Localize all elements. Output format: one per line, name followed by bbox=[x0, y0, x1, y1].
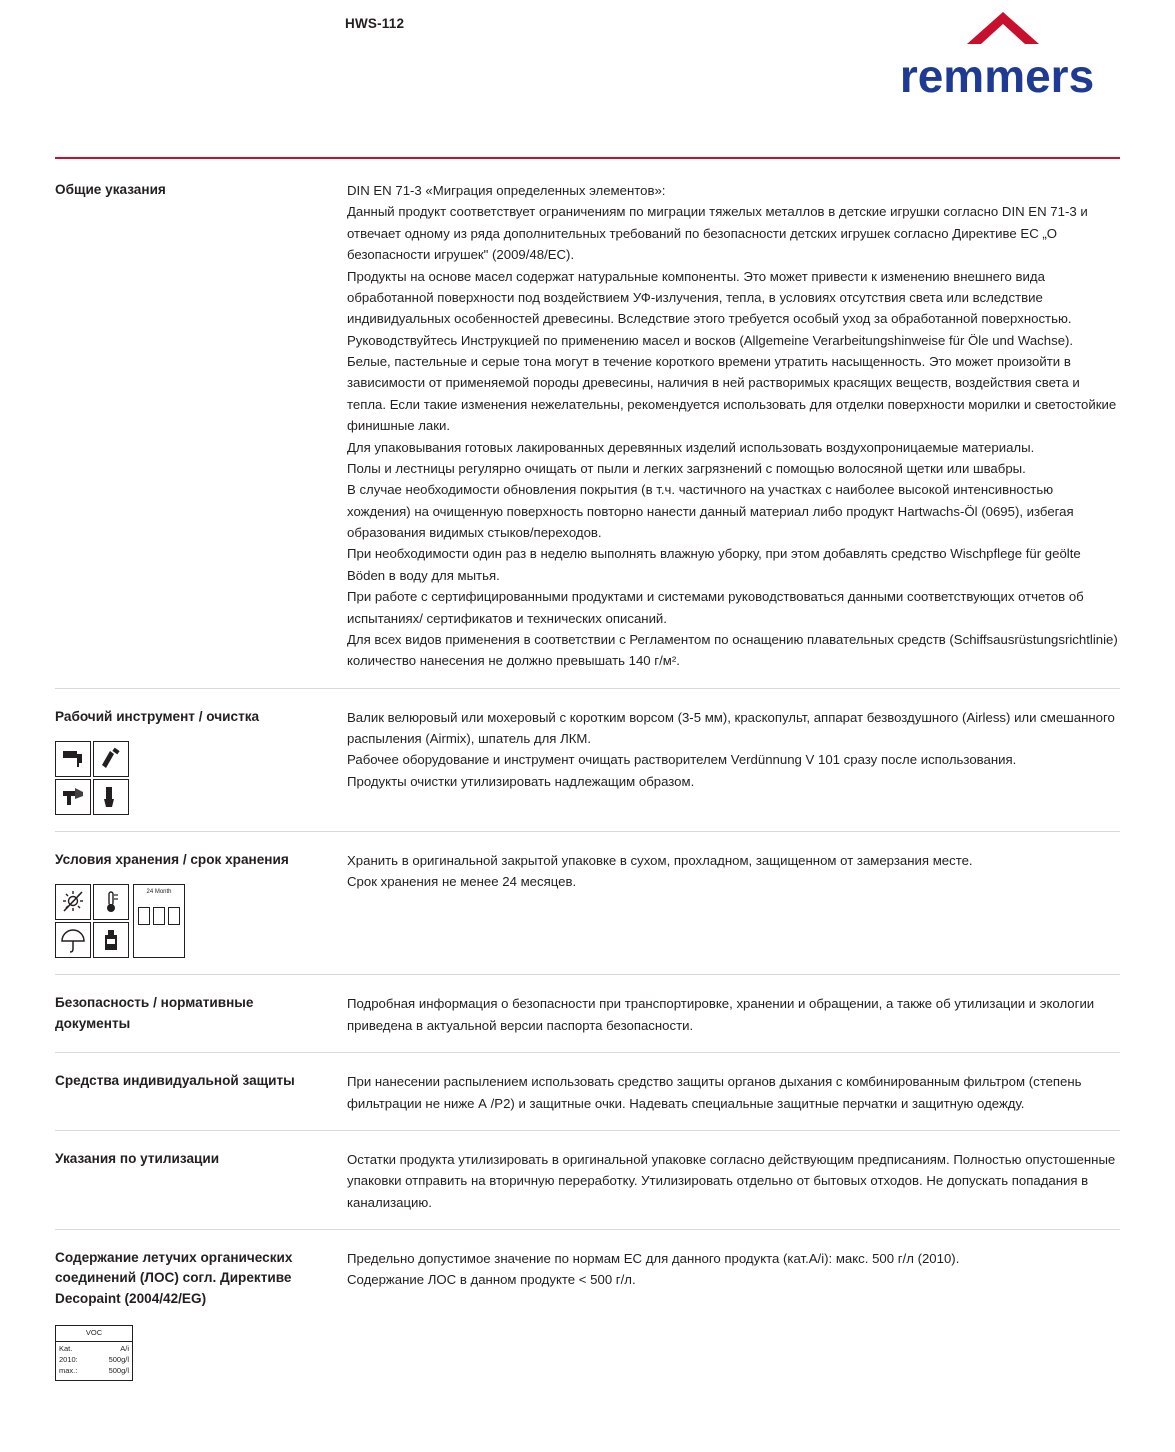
page-header bbox=[0, 0, 1175, 130]
paragraph: Полы и лестницы регулярно очищать от пыли и легких загрязнений с помощью волосяной щетки или швабры. bbox=[347, 460, 1026, 476]
paragraph: Содержание ЛОС в данном продукте < 500 г/л. bbox=[347, 1272, 636, 1288]
paragraph: В случае необходимости обновления покрытия (в т.ч. частичного на участках с наиболее высокой интенсивностью хождения) на очищенную поверхность повторно нанести данный материал либо продукт Hartwachs-Öl (0695), избегая образования видимых стыков/переходов. bbox=[347, 482, 1074, 540]
section-body-cell bbox=[345, 1248, 1120, 1381]
voc-max-label: max.: bbox=[59, 1365, 78, 1375]
section-label: Рабочий инструмент / очистка bbox=[55, 708, 260, 724]
spatula-icon bbox=[93, 741, 129, 777]
section-label: Общие указания bbox=[55, 182, 166, 197]
thermometer-icon bbox=[93, 884, 129, 920]
section-body-cell bbox=[345, 707, 1120, 815]
section-label: Условия хранения / срок хранения bbox=[55, 852, 289, 868]
pictogram-group-storage bbox=[55, 884, 329, 958]
month-box bbox=[168, 907, 180, 925]
section-voc bbox=[55, 1229, 1120, 1397]
section-safety bbox=[55, 974, 1120, 1052]
paragraph: Рабочее оборудование и инструмент очищать растворителем Verdünnung V 101 сразу после использования. bbox=[347, 752, 1017, 768]
paragraph: DIN EN 71-3 «Миграция определенных элементов»: bbox=[347, 183, 666, 198]
brush-icon bbox=[93, 779, 129, 815]
paragraph: При нанесении распылением использовать средство защиты органов дыхания с комбинированным фильтром (степень фильтрации не ниже А /Р2) и защитные очки. Надевать специальные защитные перчатки и защитную одежду. bbox=[347, 1074, 1082, 1111]
month-box bbox=[153, 907, 165, 925]
section-body-cell bbox=[345, 180, 1120, 672]
shelf-life-24-months-icon bbox=[133, 884, 185, 958]
paragraph: Продукты очистки утилизировать надлежащим образом. bbox=[347, 773, 695, 789]
voc-max-value: 500g/l bbox=[108, 1365, 129, 1375]
paragraph: Валик велюровый или мохеровый с коротким ворсом (3-5 мм), краскопульт, аппарат безвоздушного (Airless) или смешанного распыления (Airmix), шпатель для ЛКМ. bbox=[347, 709, 1115, 746]
section-label: Содержание летучих органических соединений (ЛОС) согл. Директиве Decopaint (2004/42/EG) bbox=[55, 1250, 293, 1306]
spray-gun-icon bbox=[55, 779, 91, 815]
voc-title: VOC bbox=[56, 1326, 132, 1342]
paragraph: Подробная информация о безопасности при транспортировке, хранении и обращении, а также об утилизации и экологии приведена в актуальной версии паспорта безопасности. bbox=[347, 996, 1095, 1033]
paragraph: Срок хранения не менее 24 месяцев. bbox=[347, 874, 577, 890]
section-label-cell bbox=[55, 1149, 345, 1213]
section-tools-cleaning bbox=[55, 688, 1120, 831]
section-label: Безопасность / нормативные документы bbox=[55, 995, 254, 1031]
document-code: HWS-112 bbox=[345, 16, 405, 31]
keep-dry-umbrella-icon bbox=[55, 922, 91, 958]
paragraph: При необходимости один раз в неделю выполнять влажную уборку, при этом добавлять средство Wischpflege für geölte Böden в воду для мытья. bbox=[347, 546, 1081, 583]
section-label-cell bbox=[55, 707, 345, 815]
section-body-cell bbox=[345, 1149, 1120, 1213]
section-body-cell bbox=[345, 993, 1120, 1036]
no-sunlight-icon bbox=[55, 884, 91, 920]
section-storage bbox=[55, 831, 1120, 974]
content-table bbox=[55, 160, 1120, 1397]
paragraph: Для всех видов применения в соответствии с Регламентом по оснащению плавательных средств (Schiffsausrüstungsrichtlinie) количество нанесения не должно превышать 140 г/м². bbox=[347, 631, 1118, 669]
section-label-cell bbox=[55, 850, 345, 958]
paragraph: Для упаковывания готовых лакированных деревянных изделий использовать воздухопроницаемые материалы. bbox=[347, 439, 1035, 455]
section-body-cell bbox=[345, 1071, 1120, 1114]
section-label-cell bbox=[55, 993, 345, 1036]
svg-text:remmers: remmers bbox=[899, 50, 1095, 102]
shelf-life-label: 24 Month bbox=[146, 889, 172, 896]
voc-year-value: 500g/l bbox=[108, 1354, 129, 1364]
voc-kat-value: A/i bbox=[120, 1344, 129, 1354]
section-label: Указания по утилизации bbox=[55, 1150, 220, 1166]
header-divider bbox=[55, 157, 1120, 159]
section-disposal bbox=[55, 1130, 1120, 1229]
section-label-cell bbox=[55, 1071, 345, 1114]
remmers-logo bbox=[875, 8, 1120, 103]
section-body-cell bbox=[345, 850, 1120, 958]
paragraph: Предельно допустимое значение по нормам ЕС для данного продукта (кат.A/i): макс. 500 г/л (2010). bbox=[347, 1251, 960, 1267]
paragraph: Данный продукт соответствует ограничениям по миграции тяжелых металлов в детские игрушки согласно DIN EN 71-3 и отвечает одному из ряда дополнительных требований по безопасности детских игрушек согласно Директиве ЕС „О безопасности игрушек" (2009/48/EC). bbox=[347, 204, 1088, 263]
paragraph: При работе с сертифицированными продуктами и системами руководствоваться данными соответствующих отчетов об испытаниях/ сертификатов и технических описаний. bbox=[347, 589, 1084, 626]
closed-container-icon bbox=[93, 922, 129, 958]
pictogram-group-tools bbox=[55, 741, 329, 815]
paragraph: Остатки продукта утилизировать в оригинальной упаковке согласно действующим предписаниям. Полностью опустошенные упаковки отправить на вторичную переработку. Утилизировать отдельно от бытовых отходов. Не допускать попадания в канализацию. bbox=[347, 1151, 1116, 1210]
voc-kat-label: Kat. bbox=[59, 1344, 73, 1354]
section-label-cell bbox=[55, 1248, 345, 1381]
section-ppe bbox=[55, 1052, 1120, 1130]
month-box bbox=[138, 907, 150, 925]
paragraph: Продукты на основе масел содержат натуральные компоненты. Это может привести к изменению внешнего вида обработанной поверхности под воздействием УФ-излучения, тепла, в условиях отсутствия света или вследствие индивидуальных особенностей древесины. Вследствие этого требуется особый уход за обработанной поверхностью. Руководствуйтесь Инструкцией по применению масел и восков (Allgemeine Verarbeitungshinweise für Öle und Wachse). Белые, пастельные и серые тона могут в течение короткого времени утратить насыщенность. Это может произойти в зависимости от применяемой породы древесины, наличия в ней растворимых красящих веществ, воздействия света и тепла. Если такие изменения нежелательны, рекомендуется использовать для отделки поверхности морилки и светостойкие финишные лаки. bbox=[347, 268, 1117, 434]
voc-badge bbox=[55, 1325, 133, 1381]
section-label-cell bbox=[55, 180, 345, 672]
voc-year-label: 2010: bbox=[59, 1354, 78, 1364]
section-label: Средства индивидуальной защиты bbox=[55, 1073, 295, 1089]
paragraph: Хранить в оригинальной закрытой упаковке в сухом, прохладном, защищенном от замерзания месте. bbox=[347, 853, 973, 869]
roller-icon bbox=[55, 741, 91, 777]
section-general-notes bbox=[55, 160, 1120, 688]
